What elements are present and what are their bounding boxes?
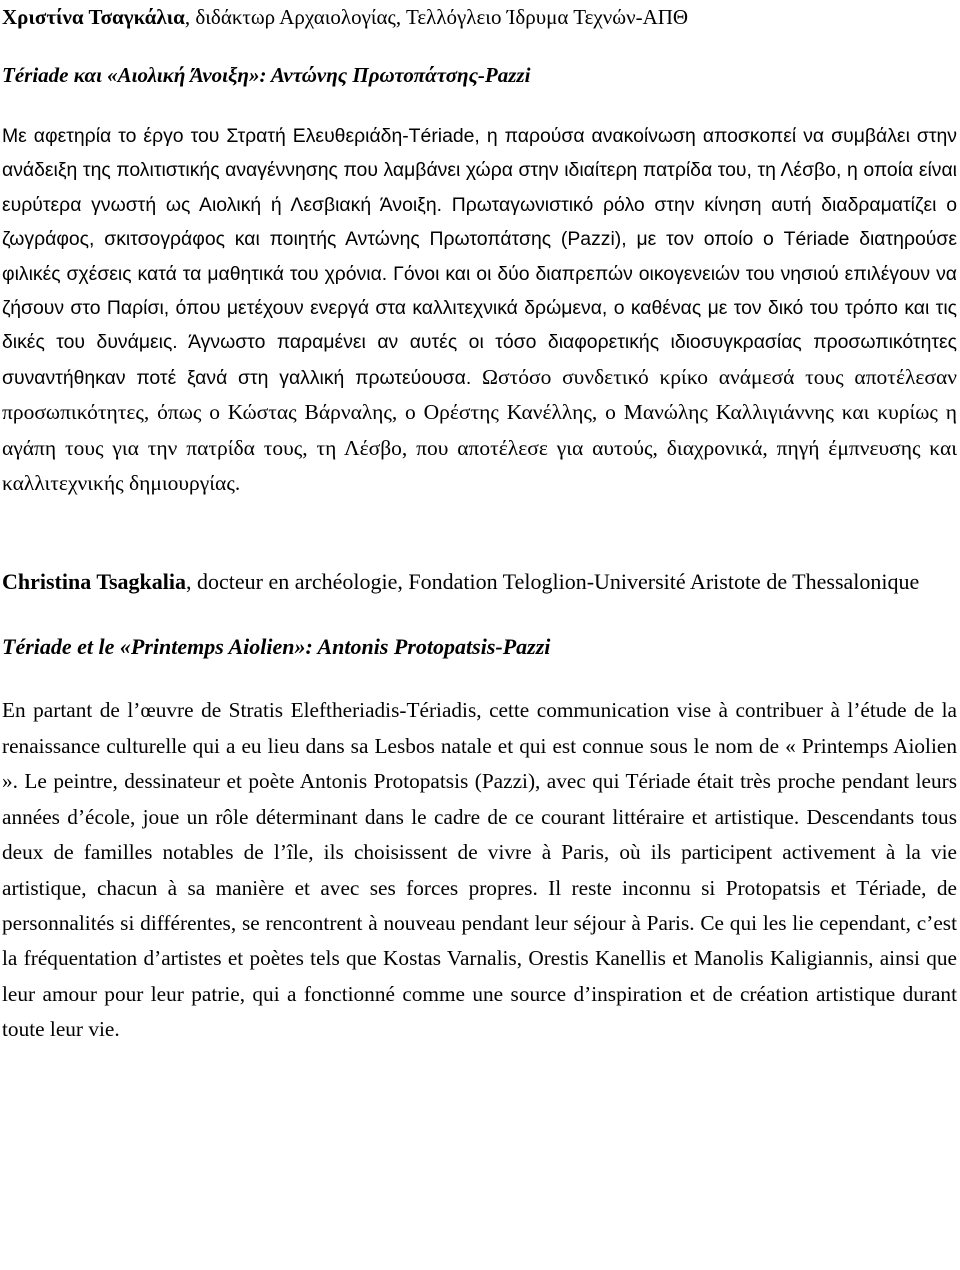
french-author-name: Christina Tsagkalia: [2, 569, 187, 595]
french-abstract: En partant de l’œuvre de Stratis Eleftheriadis-Tériadis, cette communication vise à contribuer à l’étude de la renaissance culturelle qui a eu lieu dans sa Lesbos natale et qui est connue sous le nom de « Printemps Aiolien ». Le peintre, dessinateur et poète Antonis Protopatsis (Pazzi), avec qui Tériade était très proche pendant leurs années d’école, joue un rôle déterminant dans le cadre de ce courant littéraire et artistique. Descendants tous deux de familles notables de l’île, ils choisissent de vivre à Paris, où ils participent activement à la vie artistique, chacun à sa manière et avec ses forces propres. Il reste inconnu si Protopatsis et Tériade, de personnalités si différentes, se rencontrent à nouveau pendant leur séjour à Paris. Ce qui les lie cependant, c’est la fréquentation d’artistes et poètes tels que Kostas Varnalis, Orestis Kanellis et Manolis Kaligiannis, ainsi que leur amour pour leur patrie, qui a fonctionné comme une source d’inspiration et de création artistique durant toute leur vie.: [2, 698, 957, 1042]
greek-abstract-part1: Με αφετηρία το έργο του Στρατή Ελευθεριάδη-Tériade, η παρούσα ανακοίνωση αποσκοπεί να συμβάλει στην ανάδειξη της πολιτιστικής αναγέννησης που λαμβάνει χώρα στην ιδιαίτερη πατρίδα του, τη Λέσβο, η οποία είναι ευρύτερα γνωστή ως Αιολική ή Λεσβιακή Άνοιξη. Πρωταγωνιστικό ρόλο στην κίνηση αυτή διαδραματίζει ο ζωγράφος, σκιτσογράφος και ποιητής Αντώνης Πρωτοπάτσης (Pazzi), με τον οποίο ο Tériade διατηρούσε φιλικές σχέσεις κατά τα μαθητικά του χρόνια. Γόνοι και οι δύο διαπρεπών οικογενειών του νησιού επιλέγουν να ζήσουν στο Παρίσι, όπου μετέχουν ενεργά στα καλλιτεχνικά δρώμενα, ο καθένας με τον δικό του τρόπο και τις δικές του δυνάμεις. Άγνωστο παραμένει αν αυτές οι τόσο διαφορετικής ιδιοσυγκρασίας προσωπικότητες συναντήθηκαν ποτέ ξανά στη γαλλική πρωτεύουσα.: [2, 125, 957, 389]
french-title: Tériade et le «Printemps Aiolien»: Antonis Protopatsis-Pazzi: [2, 634, 551, 660]
greek-author-name: Χριστίνα Τσαγκάλια: [2, 5, 185, 29]
greek-author-affiliation: , διδάκτωρ Αρχαιολογίας, Τελλόγλειο Ίδρυμα Τεχνών-ΑΠΘ: [184, 5, 689, 29]
french-author-affiliation: , docteur en archéologie, Fondation Teloglion-Université Aristote de Thessalonique: [186, 569, 920, 595]
french-author-line: [2, 564, 957, 599]
greek-title: Tériade και «Αιολική Άνοιξη»: Αντώνης Πρωτοπάτσης-Pazzi: [2, 63, 531, 87]
greek-abstract-part2: Ωστόσο συνδετικό κρίκο ανάμεσά τους αποτέλεσαν προσωπικότητες, όπως ο Κώστας Βάρναλης, ο Ορέστης Κανέλλης, ο Μανώλης Καλλιγιάννης και κυρίως η αγάπη τους για την πατρίδα τους, τη Λέσβο, που αποτέλεσε για αυτούς, διαχρονικά, πηγή έμπνευσης και καλλιτεχνικής δημιουργίας.: [2, 364, 957, 496]
greek-abstract: [2, 119, 957, 501]
greek-author-line: [2, 2, 957, 32]
